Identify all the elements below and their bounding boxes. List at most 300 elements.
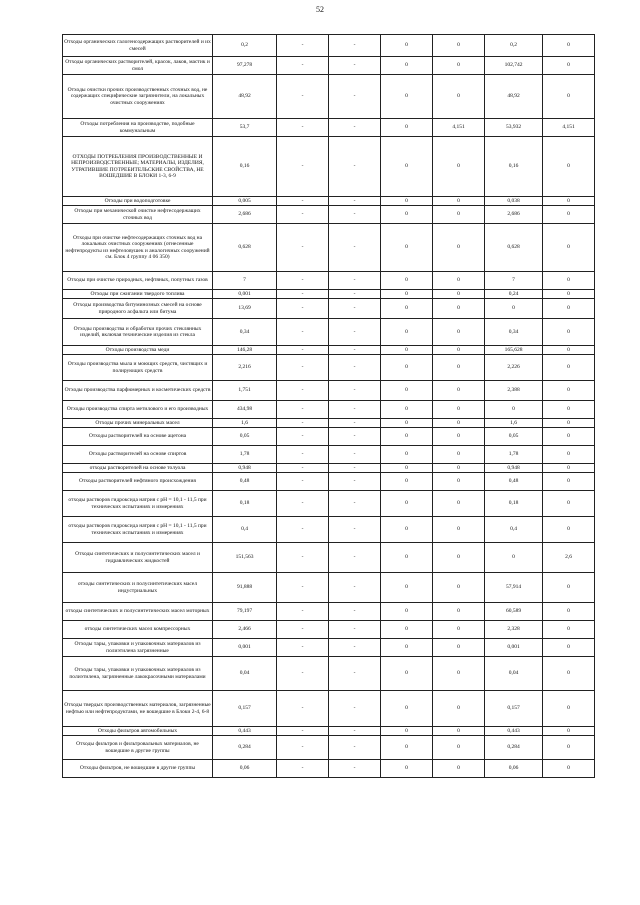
value-cell-a: 0 <box>381 299 433 319</box>
value-cell-b: 0 <box>433 657 485 691</box>
table-row <box>63 401 595 419</box>
quantity-start-cell: 97,278 <box>213 57 277 75</box>
table-row <box>63 428 595 446</box>
quantity-start-cell: 7 <box>213 272 277 290</box>
quantity-start-cell: 2,466 <box>213 621 277 639</box>
value-cell-c: 0 <box>543 736 595 760</box>
value-cell-b: 0 <box>433 381 485 401</box>
dash-cell-a: - <box>277 428 329 446</box>
value-cell-c: 4,151 <box>543 119 595 137</box>
quantity-end-cell: 2,226 <box>485 355 543 381</box>
dash-cell-a: - <box>277 137 329 197</box>
quantity-end-cell: 0,06 <box>485 760 543 778</box>
value-cell-c: 0 <box>543 319 595 346</box>
value-cell-a: 0 <box>381 491 433 517</box>
quantity-end-cell: 0 <box>485 543 543 573</box>
value-cell-b: 0 <box>433 573 485 603</box>
dash-cell-b: - <box>329 197 381 206</box>
dash-cell-b: - <box>329 224 381 272</box>
table-row <box>63 346 595 355</box>
table-row <box>63 75 595 119</box>
dash-cell-b: - <box>329 206 381 224</box>
value-cell-c: 0 <box>543 346 595 355</box>
waste-name-cell: Отходы производства парфюмерных и косметических средств <box>63 381 213 401</box>
dash-cell-a: - <box>277 355 329 381</box>
dash-cell-b: - <box>329 137 381 197</box>
table-row <box>63 197 595 206</box>
quantity-end-cell: 57,914 <box>485 573 543 603</box>
value-cell-b: 0 <box>433 603 485 621</box>
table-row <box>63 517 595 543</box>
table-row <box>63 419 595 428</box>
quantity-start-cell: 0,48 <box>213 473 277 491</box>
waste-table-body <box>63 35 595 778</box>
quantity-start-cell: 1,78 <box>213 446 277 464</box>
dash-cell-b: - <box>329 355 381 381</box>
value-cell-a: 0 <box>381 35 433 57</box>
table-row <box>63 35 595 57</box>
value-cell-c: 0 <box>543 197 595 206</box>
value-cell-b: 0 <box>433 639 485 657</box>
quantity-end-cell: 0,038 <box>485 197 543 206</box>
value-cell-b: 0 <box>433 517 485 543</box>
value-cell-c: 0 <box>543 137 595 197</box>
value-cell-a: 0 <box>381 419 433 428</box>
table-row <box>63 639 595 657</box>
value-cell-b: 0 <box>433 299 485 319</box>
quantity-end-cell: 1,6 <box>485 419 543 428</box>
value-cell-c: 0 <box>543 419 595 428</box>
value-cell-b: 0 <box>433 401 485 419</box>
quantity-start-cell: 151,563 <box>213 543 277 573</box>
quantity-end-cell: 0,16 <box>485 137 543 197</box>
value-cell-c: 0 <box>543 224 595 272</box>
value-cell-a: 0 <box>381 691 433 727</box>
value-cell-c: 0 <box>543 517 595 543</box>
quantity-end-cell: 0,48 <box>485 473 543 491</box>
value-cell-c: 0 <box>543 75 595 119</box>
quantity-start-cell: 0,001 <box>213 290 277 299</box>
value-cell-c: 0 <box>543 428 595 446</box>
table-row <box>63 736 595 760</box>
value-cell-b: 0 <box>433 319 485 346</box>
table-row <box>63 621 595 639</box>
dash-cell-b: - <box>329 299 381 319</box>
value-cell-a: 0 <box>381 346 433 355</box>
value-cell-c: 0 <box>543 639 595 657</box>
waste-name-cell: Отходы тары, упаковки и упаковочных материалов из полиэтилена, загрязненные лакокрасочными материалами <box>63 657 213 691</box>
value-cell-c: 0 <box>543 206 595 224</box>
value-cell-b: 0 <box>433 75 485 119</box>
waste-name-cell: Отходы производства спирта метилового и его производных <box>63 401 213 419</box>
dash-cell-a: - <box>277 419 329 428</box>
waste-name-cell: Отходы при механической очистке нефтесодержащих сточных вод <box>63 206 213 224</box>
dash-cell-b: - <box>329 57 381 75</box>
value-cell-b: 0 <box>433 137 485 197</box>
table-row <box>63 381 595 401</box>
value-cell-b: 0 <box>433 224 485 272</box>
quantity-start-cell: 146,28 <box>213 346 277 355</box>
quantity-start-cell: 0,04 <box>213 657 277 691</box>
value-cell-b: 0 <box>433 464 485 473</box>
table-row <box>63 299 595 319</box>
waste-name-cell: Отходы фильтров, не вошедшие в другие группы <box>63 760 213 778</box>
value-cell-c: 0 <box>543 57 595 75</box>
quantity-end-cell: 102,742 <box>485 57 543 75</box>
quantity-end-cell: 1,78 <box>485 446 543 464</box>
value-cell-c: 0 <box>543 603 595 621</box>
quantity-end-cell: 0,157 <box>485 691 543 727</box>
quantity-start-cell: 0,628 <box>213 224 277 272</box>
value-cell-b: 0 <box>433 543 485 573</box>
dash-cell-a: - <box>277 573 329 603</box>
quantity-end-cell: 0,24 <box>485 290 543 299</box>
value-cell-c: 0 <box>543 446 595 464</box>
value-cell-a: 0 <box>381 206 433 224</box>
waste-name-cell: отходы синтетических масел компрессорных <box>63 621 213 639</box>
value-cell-b: 0 <box>433 197 485 206</box>
quantity-start-cell: 13,69 <box>213 299 277 319</box>
quantity-start-cell: 0,4 <box>213 517 277 543</box>
value-cell-a: 0 <box>381 224 433 272</box>
dash-cell-a: - <box>277 727 329 736</box>
value-cell-c: 0 <box>543 727 595 736</box>
table-row <box>63 355 595 381</box>
waste-name-cell: Отходы производства и обработки прочих стеклянных изделий, включая технические изделия из стекла <box>63 319 213 346</box>
dash-cell-a: - <box>277 621 329 639</box>
waste-name-cell: Отходы при очистке нефтесодержащих сточных вод на локальных очистных сооружениях (отнесенные нефтепродукты из нефтеловушек и аналогичных сооружений см. Блок 4 группу 4 06 350) <box>63 224 213 272</box>
waste-name-cell: Отходы потребления на производстве, подобные коммунальным <box>63 119 213 137</box>
table-row <box>63 137 595 197</box>
quantity-start-cell: 0,284 <box>213 736 277 760</box>
dash-cell-a: - <box>277 446 329 464</box>
dash-cell-a: - <box>277 206 329 224</box>
quantity-end-cell: 0,443 <box>485 727 543 736</box>
dash-cell-a: - <box>277 197 329 206</box>
quantity-end-cell: 7 <box>485 272 543 290</box>
quantity-start-cell: 0,34 <box>213 319 277 346</box>
value-cell-c: 0 <box>543 621 595 639</box>
dash-cell-a: - <box>277 543 329 573</box>
waste-name-cell: Отходы производства мыла и моющих средств, чистящих и полирующих средств <box>63 355 213 381</box>
quantity-start-cell: 0,05 <box>213 428 277 446</box>
waste-name-cell: отходы растворителей на основе толуола <box>63 464 213 473</box>
quantity-start-cell: 0,443 <box>213 727 277 736</box>
quantity-end-cell: 0,2 <box>485 35 543 57</box>
value-cell-a: 0 <box>381 727 433 736</box>
quantity-start-cell: 53,7 <box>213 119 277 137</box>
value-cell-c: 0 <box>543 355 595 381</box>
table-row <box>63 573 595 603</box>
dash-cell-a: - <box>277 517 329 543</box>
waste-name-cell: Отходы органических растворителей, красок, лаков, мастик и смол <box>63 57 213 75</box>
dash-cell-b: - <box>329 760 381 778</box>
dash-cell-b: - <box>329 319 381 346</box>
quantity-start-cell: 0,18 <box>213 491 277 517</box>
value-cell-b: 0 <box>433 736 485 760</box>
quantity-end-cell: 0,628 <box>485 224 543 272</box>
table-row <box>63 603 595 621</box>
dash-cell-b: - <box>329 491 381 517</box>
value-cell-a: 0 <box>381 119 433 137</box>
dash-cell-a: - <box>277 639 329 657</box>
table-row <box>63 727 595 736</box>
waste-name-cell: отходы синтетических и полусинтетических масел индустриальных <box>63 573 213 603</box>
quantity-start-cell: 91,888 <box>213 573 277 603</box>
quantity-start-cell: 0,001 <box>213 639 277 657</box>
value-cell-c: 0 <box>543 691 595 727</box>
dash-cell-a: - <box>277 35 329 57</box>
value-cell-a: 0 <box>381 290 433 299</box>
value-cell-b: 4,151 <box>433 119 485 137</box>
value-cell-b: 0 <box>433 727 485 736</box>
value-cell-a: 0 <box>381 428 433 446</box>
value-cell-c: 0 <box>543 299 595 319</box>
dash-cell-b: - <box>329 736 381 760</box>
quantity-start-cell: 0,948 <box>213 464 277 473</box>
value-cell-b: 0 <box>433 35 485 57</box>
table-row <box>63 464 595 473</box>
value-cell-b: 0 <box>433 428 485 446</box>
dash-cell-b: - <box>329 639 381 657</box>
quantity-end-cell: 0,34 <box>485 319 543 346</box>
value-cell-a: 0 <box>381 197 433 206</box>
quantity-end-cell: 0,05 <box>485 428 543 446</box>
quantity-end-cell: 0,4 <box>485 517 543 543</box>
quantity-end-cell: 2,686 <box>485 206 543 224</box>
dash-cell-a: - <box>277 491 329 517</box>
table-row <box>63 657 595 691</box>
value-cell-c: 0 <box>543 657 595 691</box>
dash-cell-b: - <box>329 35 381 57</box>
dash-cell-a: - <box>277 119 329 137</box>
dash-cell-a: - <box>277 473 329 491</box>
dash-cell-a: - <box>277 657 329 691</box>
quantity-start-cell: 79,197 <box>213 603 277 621</box>
quantity-end-cell: 53,932 <box>485 119 543 137</box>
value-cell-b: 0 <box>433 691 485 727</box>
value-cell-a: 0 <box>381 272 433 290</box>
value-cell-a: 0 <box>381 446 433 464</box>
waste-name-cell: Отходы очистки прочих производственных сточных вод, не содержащих специфические загрязнители, на локальных очистных сооружениях <box>63 75 213 119</box>
value-cell-a: 0 <box>381 517 433 543</box>
value-cell-b: 0 <box>433 446 485 464</box>
dash-cell-b: - <box>329 428 381 446</box>
value-cell-a: 0 <box>381 603 433 621</box>
value-cell-a: 0 <box>381 57 433 75</box>
value-cell-b: 0 <box>433 760 485 778</box>
value-cell-b: 0 <box>433 206 485 224</box>
value-cell-a: 0 <box>381 464 433 473</box>
dash-cell-b: - <box>329 346 381 355</box>
dash-cell-b: - <box>329 473 381 491</box>
value-cell-a: 0 <box>381 381 433 401</box>
waste-name-cell: Отходы при очистке природных, нефтяных, попутных газов <box>63 272 213 290</box>
quantity-start-cell: 1,751 <box>213 381 277 401</box>
quantity-end-cell: 0,18 <box>485 491 543 517</box>
value-cell-a: 0 <box>381 736 433 760</box>
value-cell-a: 0 <box>381 319 433 346</box>
waste-name-cell: Отходы производства меди <box>63 346 213 355</box>
dash-cell-a: - <box>277 57 329 75</box>
waste-name-cell: отходы растворов гидроксида натрия с pH = 10,1 - 11,5 при технических испытаниях и измерениях <box>63 491 213 517</box>
dash-cell-b: - <box>329 75 381 119</box>
waste-name-cell: Отходы прочих минеральных масел <box>63 419 213 428</box>
dash-cell-b: - <box>329 272 381 290</box>
waste-name-cell: Отходы тары, упаковки и упаковочных материалов из полиэтилена загрязненные <box>63 639 213 657</box>
quantity-end-cell: 0,04 <box>485 657 543 691</box>
table-row <box>63 290 595 299</box>
value-cell-b: 0 <box>433 346 485 355</box>
value-cell-c: 0 <box>543 35 595 57</box>
dash-cell-a: - <box>277 299 329 319</box>
value-cell-c: 0 <box>543 381 595 401</box>
table-row <box>63 491 595 517</box>
dash-cell-b: - <box>329 401 381 419</box>
value-cell-c: 0 <box>543 760 595 778</box>
value-cell-c: 0 <box>543 290 595 299</box>
dash-cell-a: - <box>277 381 329 401</box>
dash-cell-a: - <box>277 346 329 355</box>
value-cell-c: 0 <box>543 464 595 473</box>
table-row <box>63 272 595 290</box>
dash-cell-b: - <box>329 621 381 639</box>
quantity-end-cell: 0,001 <box>485 639 543 657</box>
value-cell-a: 0 <box>381 355 433 381</box>
quantity-start-cell: 0,157 <box>213 691 277 727</box>
table-row <box>63 691 595 727</box>
dash-cell-b: - <box>329 517 381 543</box>
quantity-end-cell: 165,628 <box>485 346 543 355</box>
table-row <box>63 206 595 224</box>
waste-name-cell: Отходы синтетических и полусинтетических масел и гидравлических жидкостей <box>63 543 213 573</box>
value-cell-b: 0 <box>433 290 485 299</box>
value-cell-b: 0 <box>433 491 485 517</box>
value-cell-a: 0 <box>381 473 433 491</box>
waste-name-cell: Отходы фильтров автомобильных <box>63 727 213 736</box>
table-row <box>63 446 595 464</box>
quantity-end-cell: 2,328 <box>485 621 543 639</box>
dash-cell-b: - <box>329 573 381 603</box>
waste-name-cell: отходы растворов гидроксида натрия с pH = 10,1 - 11,5 при технических испытаниях и измерениях <box>63 517 213 543</box>
quantity-end-cell: 0 <box>485 299 543 319</box>
quantity-end-cell: 0,948 <box>485 464 543 473</box>
dash-cell-a: - <box>277 603 329 621</box>
value-cell-c: 0 <box>543 491 595 517</box>
value-cell-a: 0 <box>381 760 433 778</box>
waste-name-cell: Отходы твердых производственных материалов, загрязненные нефтью или нефтепродуктами, не вошедшие в Блоки 2-4, 6-8 <box>63 691 213 727</box>
value-cell-a: 0 <box>381 573 433 603</box>
waste-name-cell: Отходы растворителей на основе ацетона <box>63 428 213 446</box>
value-cell-c: 0 <box>543 573 595 603</box>
value-cell-b: 0 <box>433 419 485 428</box>
dash-cell-a: - <box>277 691 329 727</box>
dash-cell-b: - <box>329 543 381 573</box>
value-cell-b: 0 <box>433 57 485 75</box>
dash-cell-a: - <box>277 290 329 299</box>
table-row <box>63 760 595 778</box>
quantity-start-cell: 2,686 <box>213 206 277 224</box>
table-row <box>63 319 595 346</box>
value-cell-a: 0 <box>381 639 433 657</box>
value-cell-a: 0 <box>381 657 433 691</box>
quantity-start-cell: 2,216 <box>213 355 277 381</box>
dash-cell-b: - <box>329 464 381 473</box>
value-cell-b: 0 <box>433 272 485 290</box>
quantity-start-cell: 434,98 <box>213 401 277 419</box>
dash-cell-b: - <box>329 727 381 736</box>
value-cell-a: 0 <box>381 621 433 639</box>
quantity-start-cell: 48,92 <box>213 75 277 119</box>
quantity-end-cell: 60,589 <box>485 603 543 621</box>
value-cell-b: 0 <box>433 355 485 381</box>
table-row <box>63 473 595 491</box>
dash-cell-b: - <box>329 381 381 401</box>
quantity-start-cell: 1,6 <box>213 419 277 428</box>
quantity-end-cell: 48,92 <box>485 75 543 119</box>
dash-cell-b: - <box>329 603 381 621</box>
dash-cell-b: - <box>329 419 381 428</box>
table-row <box>63 57 595 75</box>
dash-cell-a: - <box>277 401 329 419</box>
waste-name-cell: отходы синтетических и полусинтетических масел моторных <box>63 603 213 621</box>
waste-name-cell: Отходы при водоподготовке <box>63 197 213 206</box>
value-cell-a: 0 <box>381 543 433 573</box>
quantity-start-cell: 0,2 <box>213 35 277 57</box>
dash-cell-a: - <box>277 224 329 272</box>
value-cell-c: 0 <box>543 272 595 290</box>
waste-name-cell: Отходы при сжигании твердого топлива <box>63 290 213 299</box>
dash-cell-b: - <box>329 290 381 299</box>
quantity-end-cell: 0 <box>485 401 543 419</box>
dash-cell-a: - <box>277 272 329 290</box>
waste-name-cell: ОТХОДЫ ПОТРЕБЛЕНИЯ ПРОИЗВОДСТВЕННЫЕ И НЕПРОИЗВОДСТВЕННЫЕ; МАТЕРИАЛЫ, ИЗДЕЛИЯ, УТРАТИВШИЕ ПОТРЕБИТЕЛЬСКИЕ СВОЙСТВА, НЕ ВОШЕДШИЕ В БЛОКИ 1-3, 6-9 <box>63 137 213 197</box>
quantity-end-cell: 2,388 <box>485 381 543 401</box>
table-row <box>63 224 595 272</box>
dash-cell-b: - <box>329 119 381 137</box>
table-row <box>63 119 595 137</box>
dash-cell-b: - <box>329 657 381 691</box>
dash-cell-b: - <box>329 446 381 464</box>
dash-cell-a: - <box>277 736 329 760</box>
value-cell-b: 0 <box>433 473 485 491</box>
dash-cell-a: - <box>277 760 329 778</box>
dash-cell-a: - <box>277 75 329 119</box>
quantity-start-cell: 0,005 <box>213 197 277 206</box>
waste-name-cell: Отходы органических галогенсодержащих растворителей и их смесей <box>63 35 213 57</box>
quantity-start-cell: 0,16 <box>213 137 277 197</box>
value-cell-c: 0 <box>543 401 595 419</box>
value-cell-c: 2,6 <box>543 543 595 573</box>
quantity-end-cell: 0,284 <box>485 736 543 760</box>
waste-name-cell: Отходы растворителей нефтяного происхождения <box>63 473 213 491</box>
value-cell-a: 0 <box>381 137 433 197</box>
dash-cell-a: - <box>277 319 329 346</box>
value-cell-b: 0 <box>433 621 485 639</box>
quantity-start-cell: 0,06 <box>213 760 277 778</box>
waste-name-cell: Отходы фильтров и фильтровальных материалов, не вошедшие в другие группы <box>63 736 213 760</box>
value-cell-c: 0 <box>543 473 595 491</box>
value-cell-a: 0 <box>381 75 433 119</box>
dash-cell-a: - <box>277 464 329 473</box>
waste-table <box>62 34 595 778</box>
page-number: 52 <box>316 5 324 14</box>
waste-name-cell: Отходы производства битуминозных смесей на основе природного асфальта или битума <box>63 299 213 319</box>
table-row <box>63 543 595 573</box>
waste-name-cell: Отходы растворителей на основе спиртов <box>63 446 213 464</box>
value-cell-a: 0 <box>381 401 433 419</box>
dash-cell-b: - <box>329 691 381 727</box>
